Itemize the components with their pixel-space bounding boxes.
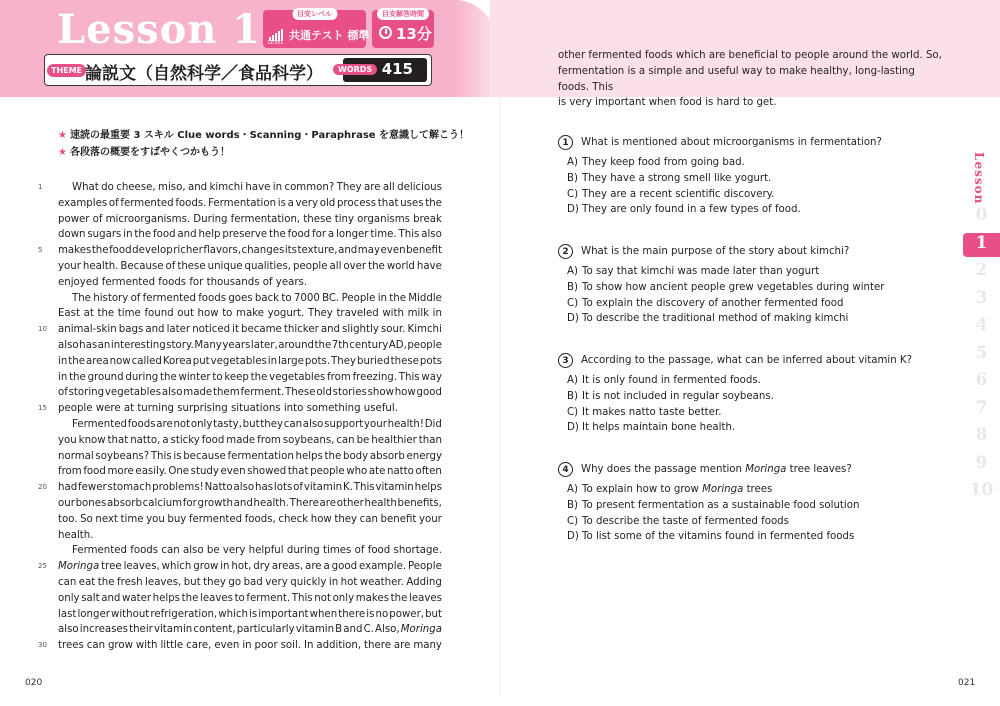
answer-option[interactable]: A) It is only found in fermented foods. — [567, 375, 761, 386]
reading-passage — [58, 180, 442, 654]
lesson-tab-10: 10 — [969, 480, 994, 500]
passage-line: health. — [58, 529, 94, 541]
passage-line: also increases their vitamin content, particularly vitamin B and C. Also, Moringa — [58, 624, 442, 636]
question-text: What is mentioned about microorganisms in fermentation? — [581, 137, 882, 148]
question-number: 4 — [558, 462, 573, 477]
passage-line: too. So next time you buy fermented foods, check how they can benefit your — [58, 513, 442, 525]
passage-line: from food more easily. One study even showed that people who ate natto often — [58, 466, 442, 478]
answer-option[interactable]: B) They have a strong smell like yogurt. — [567, 172, 772, 184]
page-number-right: 021 — [958, 678, 976, 688]
question-text: According to the passage, what can be inferred about vitamin K? — [581, 355, 913, 366]
lesson-tab-1: 1 — [963, 233, 1000, 257]
answer-option[interactable]: C) They are a recent scientific discovery. — [567, 188, 775, 200]
passage-line: animal-skin bags and later noticed it became thicker and slightly sour. Kimchi — [58, 324, 442, 336]
passage-line: makes the food develop richer flavors, changes its texture, and may even benefit — [58, 245, 442, 257]
passage-line: is very important when food is hard to get. — [558, 97, 777, 109]
passage-line: fermentation is a simple and useful way to make healthy, long-lasting foods. This — [558, 65, 915, 93]
passage-line: East at the time found out how to make yogurt. They traveled with milk in — [58, 308, 442, 320]
passage-line: Fermented foods can also be very helpful during times of food shortage. — [72, 545, 442, 557]
time-text: 13分 — [396, 25, 432, 43]
level-badge — [263, 10, 370, 48]
answer-option[interactable]: A) To explain how to grow Moringa trees — [567, 484, 773, 495]
passage-line: of storing vegetables also made them ferment. These old stories show how good — [58, 387, 442, 399]
question-4 — [558, 462, 918, 545]
answer-option[interactable]: C) To describe the taste of fermented foods — [567, 515, 789, 527]
passage-line: in the ground during the winter to keep the vegetables from freezing. This way — [58, 371, 442, 383]
passage-line: examples of fermented foods. Fermentation is a very old process that uses the — [58, 197, 442, 209]
question-3 — [558, 353, 918, 436]
side-tab-label: Lesson — [972, 152, 986, 205]
passage-line: last longer without refrigeration, which is important when there is no power, but — [58, 608, 442, 620]
question-2 — [558, 244, 918, 327]
passage-line: normal soybeans? This is because fermentation helps the body absorb energy — [58, 450, 442, 462]
lesson-tab-5: 5 — [975, 342, 988, 363]
line-number: 20 — [38, 483, 47, 492]
answer-option[interactable]: A) They keep food from going bad. — [567, 157, 745, 168]
passage-line: Fermented foods are not only tasty, but they can also support your health! Did — [72, 418, 442, 430]
answer-option[interactable]: B) To show how ancient people grew vegetables during winter — [567, 281, 885, 293]
passage-line: had fewer stomach problems! Natto also has lots of vitamin K. This vitamin helps — [58, 482, 442, 494]
passage-line: you know that natto, a sticky food made from soybeans, can be healthier than — [58, 434, 442, 446]
lesson-tab-0: 0 — [975, 205, 988, 225]
answer-option[interactable]: C) To explain the discovery of another fermented food — [567, 297, 844, 309]
answer-option[interactable]: C) It makes natto taste better. — [567, 406, 722, 418]
question-1 — [558, 135, 918, 218]
lesson-tab-3: 3 — [975, 287, 988, 308]
question-number: 3 — [558, 353, 573, 368]
passage-line: other fermented foods which are beneficial to people around the world. So, — [558, 50, 942, 61]
lesson-tab-8: 8 — [975, 425, 988, 445]
passage-line: power of microorganisms. During fermentation, these tiny organisms break — [58, 213, 442, 225]
line-number: 10 — [38, 325, 47, 334]
time-badge — [372, 10, 434, 48]
passage-line: What do cheese, miso, and kimchi have in common? They are all delicious — [72, 182, 442, 193]
lesson-tab-9: 9 — [975, 452, 988, 473]
passage-line: in the area now called Korea put vegetables in large pots. They buried these pots — [58, 355, 442, 367]
answer-option[interactable]: B) It is not included in regular soybeans. — [567, 390, 774, 402]
passage-continued — [558, 48, 946, 111]
lesson-title: Lesson 1 — [57, 6, 262, 53]
lesson-tab-7: 7 — [975, 397, 988, 418]
passage-line: also has an interesting story. Many years later, around the 7th century AD, people — [58, 339, 442, 351]
level-sub-label: LEVEL — [268, 40, 284, 46]
line-number: 5 — [38, 246, 43, 255]
passage-line: The history of fermented foods goes back to 7000 BC. People in the Middle — [72, 292, 442, 304]
theme-label: THEME — [47, 64, 86, 77]
passage-line: trees can grow with little care, even in poor soil. In addition, there are many — [58, 640, 442, 652]
level-caption: 目安レベル — [292, 8, 337, 20]
words-count: 415 — [381, 60, 413, 78]
reading-tips — [58, 127, 469, 161]
line-number: 15 — [38, 404, 47, 413]
header-band-curve — [455, 0, 495, 97]
line-number: 25 — [38, 562, 47, 571]
answer-option[interactable]: B) To present fermentation as a sustainable food solution — [567, 499, 860, 511]
line-number: 30 — [38, 641, 47, 650]
clock-icon — [379, 26, 392, 39]
page-number-left: 020 — [25, 678, 43, 688]
words-label: WORDS — [333, 64, 377, 75]
passage-line: people were at turning surprising situations into something useful. — [58, 403, 398, 415]
time-caption: 目安解答時間 — [377, 8, 429, 20]
answer-option[interactable]: D) It helps maintain bone health. — [567, 422, 736, 434]
word-count-box — [338, 58, 427, 82]
question-number: 2 — [558, 244, 573, 259]
answer-option[interactable]: A) To say that kimchi was made later than yogurt — [567, 266, 820, 277]
answer-option[interactable]: D) They are only found in a few types of food. — [567, 204, 801, 216]
lesson-tab-4: 4 — [975, 315, 988, 335]
passage-line: your health. Because of these unique qualities, people all over the world have — [58, 260, 442, 272]
star-icon: ★ — [58, 130, 67, 141]
passage-line: Moringa tree leaves, which grow in hot, dry areas, are a good example. People — [58, 561, 442, 573]
question-number: 1 — [558, 135, 573, 150]
answer-option[interactable]: D) To list some of the vitamins found in fermented foods — [567, 531, 855, 543]
answer-option[interactable]: D) To describe the traditional method of making kimchi — [567, 313, 849, 325]
theme-text: 論説文（自然科学／食品科学） — [85, 64, 323, 84]
tip-item: ★ 速読の最重要 3 スキル Clue words・Scanning・Paraphrase を意識して解こう！ — [58, 130, 470, 141]
line-number: 1 — [38, 183, 43, 191]
level-bars-icon — [269, 27, 285, 41]
question-text: Why does the passage mention Moringa tree leaves? — [581, 464, 852, 475]
lesson-tab-2: 2 — [975, 260, 988, 280]
passage-line: our bones absorb calcium for growth and health. There are other health benefits, — [58, 497, 442, 509]
lesson-tab-6: 6 — [975, 370, 988, 390]
passage-line: enjoyed fermented foods for thousands of years. — [58, 276, 308, 288]
level-text: 共通テスト 標準 — [289, 29, 370, 42]
star-icon: ★ — [58, 147, 67, 158]
question-text: What is the main purpose of the story about kimchi? — [581, 246, 850, 257]
passage-line: only salt and water helps the leaves to ferment. This not only makes the leaves — [58, 592, 442, 604]
passage-line: down sugars in the food and help preserve the food for a longer time. This also — [58, 229, 442, 241]
tip-item: ★ 各段落の概要をすばやくつかもう！ — [58, 147, 230, 158]
page-gutter — [500, 97, 501, 697]
passage-line: can eat the fresh leaves, but they go bad very quickly in hot weather. Adding — [58, 576, 442, 588]
theme-bar — [44, 54, 432, 86]
